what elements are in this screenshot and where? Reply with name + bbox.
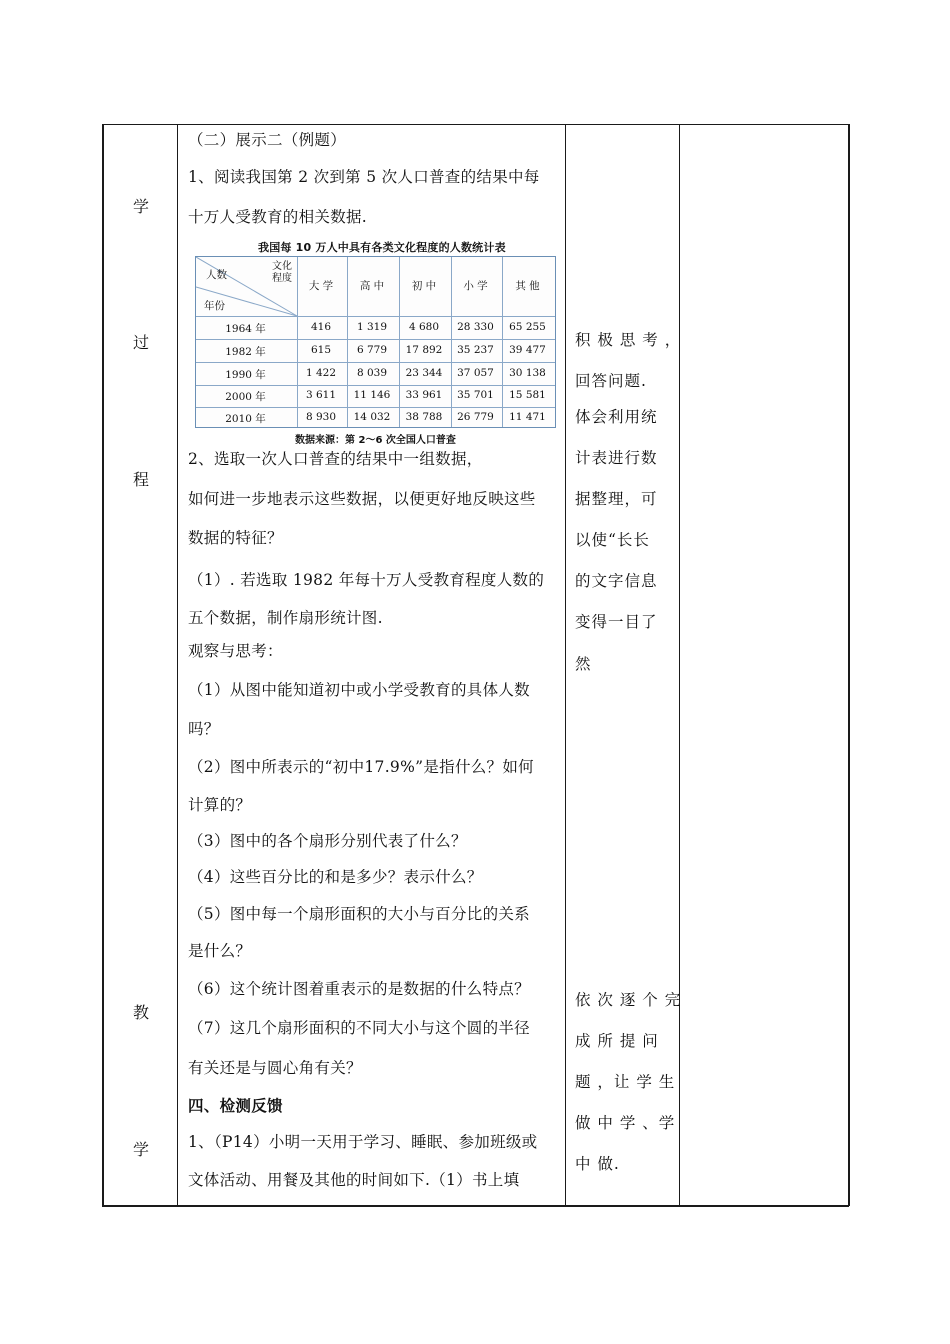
stat-value-cell: 6 779 <box>356 343 388 356</box>
stat-value-cell: 615 <box>310 343 332 356</box>
question-line: （2）图中所表示的“初中17.9%”是指什么？如何 <box>188 758 534 776</box>
question-line: 文体活动、用餐及其他的时间如下.（1）书上填 <box>188 1171 520 1189</box>
stat-value-cell: 15 581 <box>509 389 546 401</box>
stat-value-cell: 35 237 <box>457 343 494 356</box>
question-line: （1）. 若选取 1982 年每十万人受教育程度人数的 <box>188 571 545 589</box>
note-line: 中 做. <box>575 1155 620 1173</box>
stat-col-header: 初 中 <box>411 280 437 292</box>
note-line: 据整理，可 <box>575 490 658 508</box>
header-year-label: 年份 <box>204 300 225 312</box>
header-col-label: 文化程度 <box>272 261 292 284</box>
note-line: 然 <box>575 655 592 673</box>
note-line: 成 所 提 问 <box>575 1032 659 1050</box>
stat-year-cell: 1982 年 <box>225 345 266 358</box>
stat-col-header: 小 学 <box>463 280 488 292</box>
note-line: 题 ，让 学 生 <box>575 1073 676 1091</box>
stat-year-cell: 1990 年 <box>225 368 266 381</box>
stat-value-cell: 4 680 <box>408 320 440 333</box>
stat-value-cell: 33 961 <box>405 389 443 401</box>
note-line: 变得一目了 <box>575 613 658 631</box>
stat-col-header: 高 中 <box>359 280 385 292</box>
stat-value-cell: 38 788 <box>405 411 443 423</box>
question-line: 观察与思考： <box>188 642 283 660</box>
note-line: 以使“长长 <box>575 531 650 549</box>
question-line: 数据的特征？ <box>188 529 283 547</box>
question-line: （5）图中每一个扇形面积的大小与百分比的关系 <box>188 905 530 923</box>
stat-value-cell: 65 255 <box>509 320 546 333</box>
intro-line: 1、阅读我国第 2 次到第 5 次人口普查的结果中每 <box>188 168 540 186</box>
stat-value-cell: 1 319 <box>356 320 388 333</box>
question-line: 有关还是与圆心角有关？ <box>188 1059 362 1077</box>
stat-value-cell: 30 138 <box>509 366 546 379</box>
question-line: （1）从图中能知道初中或小学受教育的具体人数 <box>188 681 530 699</box>
note-line: 做 中 学 、学 <box>575 1114 676 1132</box>
note-line: 的文字信息 <box>575 572 658 590</box>
stat-value-cell: 39 477 <box>509 343 546 356</box>
stat-table-title: 我国每 10 万人中具有各类文化程度的人数统计表 <box>258 241 506 254</box>
table-border-bottom <box>102 1205 849 1207</box>
stat-year-cell: 1964 年 <box>225 322 266 335</box>
stat-table-source: 数据来源：第 2～6 次全国人口普查 <box>295 435 456 446</box>
stat-value-cell: 23 344 <box>405 366 443 379</box>
stat-value-cell: 8 039 <box>356 366 388 379</box>
stat-value-cell: 35 701 <box>457 389 494 401</box>
note-line: 回答问题. <box>575 372 647 390</box>
stat-year-cell: 2000 年 <box>225 391 266 403</box>
stat-value-cell: 1 422 <box>305 366 337 379</box>
section-heading: 四、检测反馈 <box>188 1096 283 1115</box>
stat-value-cell: 17 892 <box>405 343 443 356</box>
stat-col-header: 大 学 <box>308 280 334 292</box>
question-line: 2、选取一次人口普查的结果中一组数据， <box>188 450 483 468</box>
column-divider-2 <box>565 124 566 1206</box>
question-line: （7）这几个扇形面积的不同大小与这个圆的半径 <box>188 1019 530 1037</box>
stat-value-cell: 8 930 <box>305 411 337 423</box>
table-border-left <box>102 124 104 1206</box>
stat-value-cell: 3 611 <box>305 389 337 401</box>
section-heading: （二）展示二（例题） <box>188 131 347 149</box>
table-border-right <box>848 124 850 1206</box>
side-label: 过 <box>132 333 149 352</box>
stat-value-cell: 11 471 <box>509 411 546 423</box>
question-line: （4）这些百分比的和是多少？表示什么？ <box>188 868 483 886</box>
side-label: 学 <box>132 1140 149 1159</box>
question-line: 是什么？ <box>188 942 252 960</box>
stat-value-cell: 37 057 <box>457 366 494 379</box>
note-line: 计表进行数 <box>575 449 658 467</box>
side-label: 教 <box>132 1003 149 1022</box>
stat-value-cell: 28 330 <box>457 320 494 333</box>
side-label: 程 <box>132 470 149 489</box>
question-line: 吗？ <box>188 720 220 738</box>
question-line: （3）图中的各个扇形分别代表了什么？ <box>188 832 467 850</box>
question-line: 1、（P14）小明一天用于学习、睡眠、参加班级或 <box>188 1133 538 1151</box>
question-line: 计算的？ <box>188 796 252 814</box>
stat-value-cell: 11 146 <box>353 389 391 401</box>
stat-value-cell: 416 <box>310 320 332 333</box>
question-line: 五个数据，制作扇形统计图. <box>188 609 383 627</box>
question-line: （6）这个统计图着重表示的是数据的什么特点？ <box>188 980 530 998</box>
side-label: 学 <box>132 197 149 216</box>
note-line: 依 次 逐 个 完 <box>575 991 682 1009</box>
stat-value-cell: 26 779 <box>457 411 494 423</box>
stat-year-cell: 2010 年 <box>225 413 266 425</box>
stat-value-cell: 14 032 <box>353 411 391 423</box>
question-line: 如何进一步地表示这些数据，以便更好地反映这些 <box>188 490 536 508</box>
note-line: 积 极 思 考 ， <box>575 331 682 349</box>
stat-table <box>195 256 556 556</box>
column-divider-1 <box>177 124 178 1206</box>
note-line: 体会利用统 <box>575 408 658 426</box>
table-border-top <box>102 124 849 125</box>
header-row-label: 人数 <box>206 269 227 281</box>
stat-col-header: 其 他 <box>515 280 540 292</box>
column-divider-3 <box>679 124 680 1206</box>
intro-line: 十万人受教育的相关数据. <box>188 208 368 226</box>
